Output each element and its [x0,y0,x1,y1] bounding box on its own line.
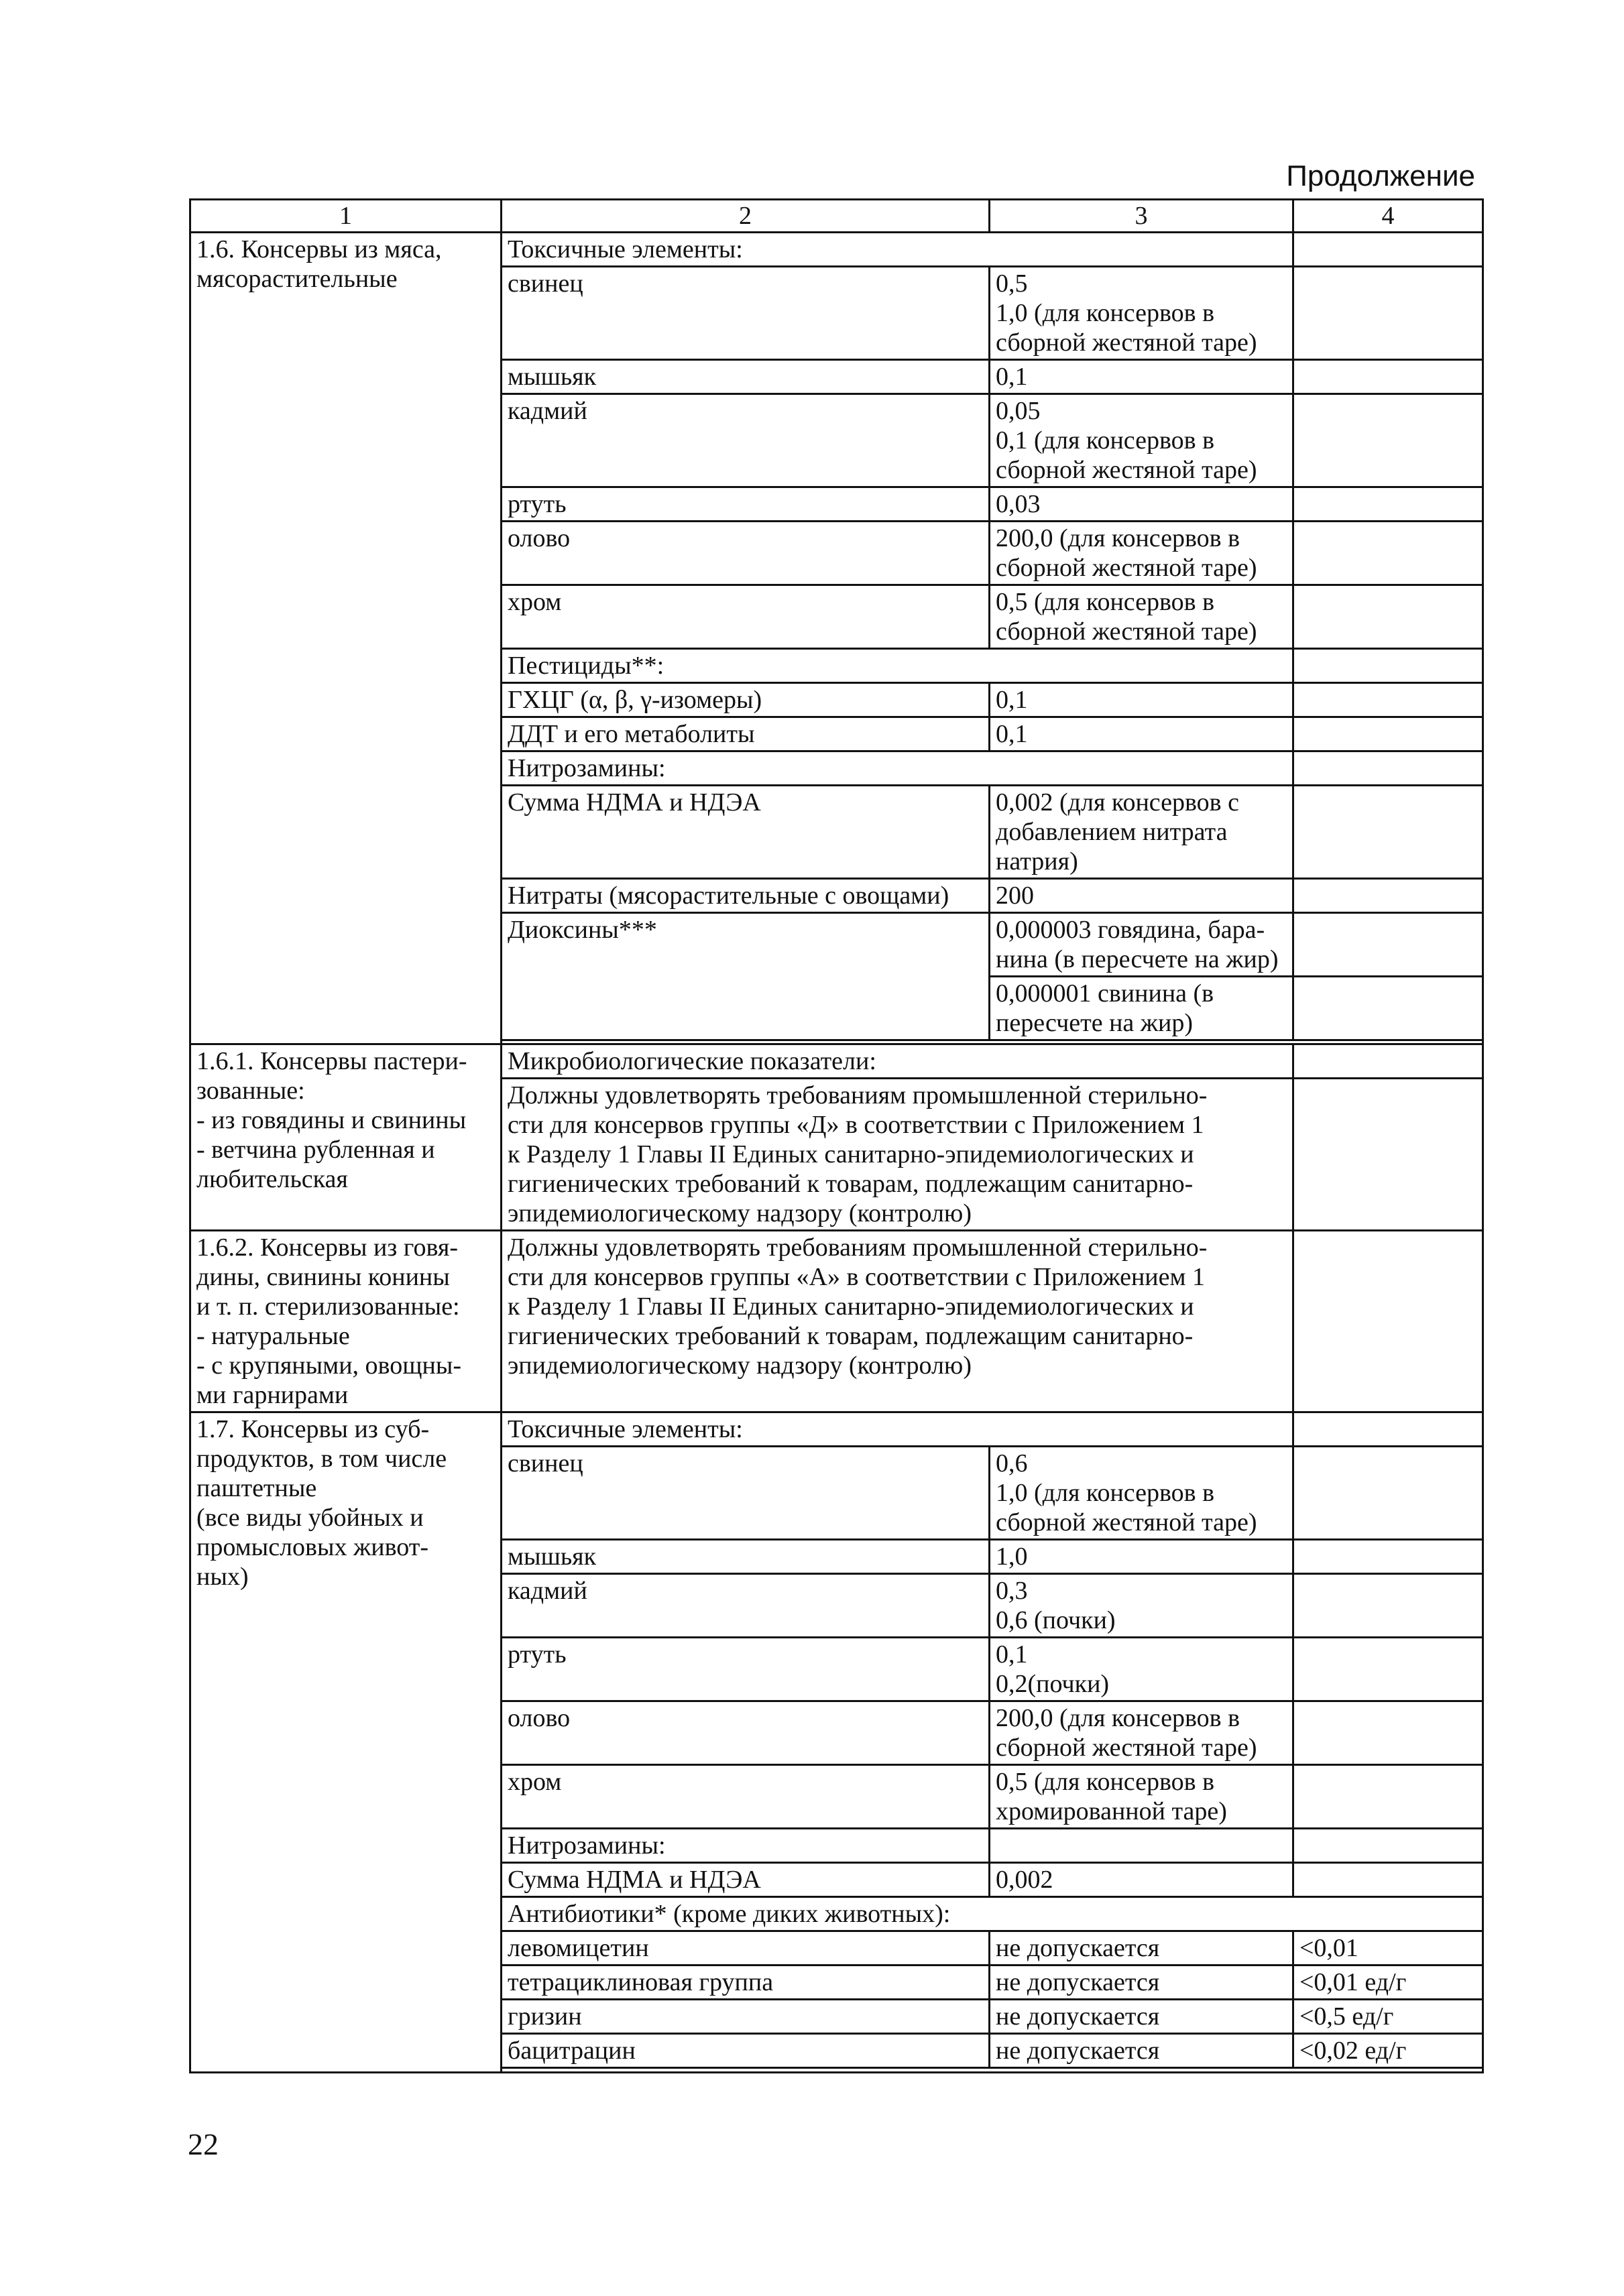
indicator-value: не допускается [990,2034,1293,2068]
nitrosamines-header: Нитрозамины: [502,751,1293,786]
table-cell [1293,1829,1483,1863]
indicator-value: не допускается [990,1966,1293,2000]
sterility-requirement-text: Должны удовлетворять требованиям промышленной стерильно- сти для консервов группы «А» в соответствии с Приложением 1 к Разделу 1 Главы II Единых санитарно-эпидемиологических и гигиенических требований к товарам, подлежащим санитарно- эпидемиологическому надзору (контролю) [502,1231,1293,1412]
indicator-name: ГХЦГ (α, β, γ-изомеры) [502,683,990,717]
table-cell [1293,1044,1483,1079]
table-row [190,1231,1483,1412]
toxic-elements-header: Токсичные элементы: [502,1412,1293,1447]
table-cell [1293,977,1483,1040]
table-cell [1293,487,1483,522]
table-cell [1293,522,1483,585]
table-cell [1293,233,1483,267]
table-cell [1293,1231,1483,1412]
indicator-value: 0,3 0,6 (почки) [990,1574,1293,1638]
table-cell [1293,751,1483,786]
indicator-name: хром [502,1765,990,1829]
table-cell [1293,1863,1483,1897]
indicator-name: олово [502,1701,990,1765]
page-number: 22 [188,2127,219,2161]
indicator-value: 0,1 0,2(почки) [990,1638,1293,1701]
table-cell [1293,1079,1483,1231]
table-cell [1293,585,1483,649]
nitrosamines-header: Нитрозамины: [502,1829,990,1863]
column-number-4: 4 [1293,200,1483,233]
table-cell [990,1829,1293,1863]
table-cell [1293,1765,1483,1829]
indicator-name: свинец [502,1447,990,1540]
continuation-label: Продолжение [1286,160,1475,192]
table-cell [1293,360,1483,394]
indicator-name: Диоксины*** [502,913,990,1040]
indicator-name: кадмий [502,394,990,487]
indicator-name: Сумма НДМА и НДЭА [502,786,990,879]
column-number-row [190,200,1483,233]
section-1-6-1-label: 1.6.1. Консервы пастери- зованные: - из говядины и свинины - ветчина рубленная и любительская [190,1044,502,1231]
indicator-name: тетрациклиновая группа [502,1966,990,2000]
microbiological-header: Микробиологические показатели: [502,1044,1293,1079]
indicator-value: не допускается [990,2000,1293,2034]
indicator-value: 0,05 0,1 (для консервов в сборной жестяной таре) [990,394,1293,487]
indicator-name: кадмий [502,1574,990,1638]
indicator-value: 0,1 [990,683,1293,717]
table-cell [1293,683,1483,717]
indicator-name: ртуть [502,487,990,522]
table-cell [1293,913,1483,977]
table-row [190,1412,1483,1447]
sterility-requirement-text: Должны удовлетворять требованиям промышленной стерильно- сти для консервов группы «Д» в соответствии с Приложением 1 к Разделу 1 Главы II Единых санитарно-эпидемиологических и гигиенических требований к товарам, подлежащим санитарно- эпидемиологическому надзору (контролю) [502,1079,1293,1231]
table-cell [1293,1574,1483,1638]
detection-limit: <0,02 ед/г [1293,2034,1483,2068]
indicator-value: 0,000003 говядина, бара- нина (в пересчете на жир) [990,913,1293,977]
indicator-name: ДДТ и его метаболиты [502,717,990,751]
indicator-value: 0,5 (для консервов в сборной жестяной таре) [990,585,1293,649]
table-row [190,233,1483,267]
detection-limit: <0,5 ед/г [1293,2000,1483,2034]
indicator-name: хром [502,585,990,649]
detection-limit: <0,01 ед/г [1293,1966,1483,2000]
table-cell [1293,1412,1483,1447]
indicator-value: 1,0 [990,1540,1293,1574]
indicator-name: Сумма НДМА и НДЭА [502,1863,990,1897]
indicator-value: 200,0 (для консервов в сборной жестяной таре) [990,1701,1293,1765]
table-cell [1293,879,1483,913]
table-cell [1293,1701,1483,1765]
indicator-value: 0,5 1,0 (для консервов в сборной жестяной таре) [990,267,1293,360]
section-1-7-label: 1.7. Консервы из суб- продуктов, в том числе паштетные (все виды убойных и промысловых живот- ных) [190,1412,502,2073]
table-cell [502,2068,1483,2073]
antibiotics-header: Антибиотики* (кроме диких животных): [502,1897,1483,1931]
indicator-name: Нитраты (мясорастительные с овощами) [502,879,990,913]
toxic-elements-header: Токсичные элементы: [502,233,1293,267]
indicator-value: 200 [990,879,1293,913]
indicator-name: олово [502,522,990,585]
section-1-6-label: 1.6. Консервы из мяса, мясорастительные [190,233,502,1044]
table-cell [1293,649,1483,683]
table-cell [1293,717,1483,751]
indicator-value: 0,002 (для консервов с добавлением нитрата натрия) [990,786,1293,879]
column-number-1: 1 [190,200,502,233]
indicator-value: 0,6 1,0 (для консервов в сборной жестяной таре) [990,1447,1293,1540]
indicator-value: 0,5 (для консервов в хромированной таре) [990,1765,1293,1829]
regulation-table [189,198,1484,2073]
table-cell [1293,267,1483,360]
indicator-value: 0,1 [990,717,1293,751]
indicator-value: 200,0 (для консервов в сборной жестяной таре) [990,522,1293,585]
table-row [190,1044,1483,1079]
indicator-value: 0,03 [990,487,1293,522]
indicator-value: 0,1 [990,360,1293,394]
table-cell [1293,786,1483,879]
indicator-name: ртуть [502,1638,990,1701]
indicator-name: свинец [502,267,990,360]
pesticides-header: Пестициды**: [502,649,1293,683]
indicator-name: мышьяк [502,1540,990,1574]
indicator-value: не допускается [990,1931,1293,1966]
column-number-3: 3 [990,200,1293,233]
table-cell [1293,1540,1483,1574]
table-cell [1293,1447,1483,1540]
indicator-name: бацитрацин [502,2034,990,2068]
indicator-name: левомицетин [502,1931,990,1966]
detection-limit: <0,01 [1293,1931,1483,1966]
indicator-name: мышьяк [502,360,990,394]
column-number-2: 2 [502,200,990,233]
indicator-value: 0,000001 свинина (в пересчете на жир) [990,977,1293,1040]
table-cell [1293,1638,1483,1701]
indicator-value: 0,002 [990,1863,1293,1897]
indicator-name: гризин [502,2000,990,2034]
section-1-6-2-label: 1.6.2. Консервы из говя- дины, свинины конины и т. п. стерилизованные: - натуральные - с крупяными, овощны- ми гарнирами [190,1231,502,1412]
table-cell [1293,394,1483,487]
